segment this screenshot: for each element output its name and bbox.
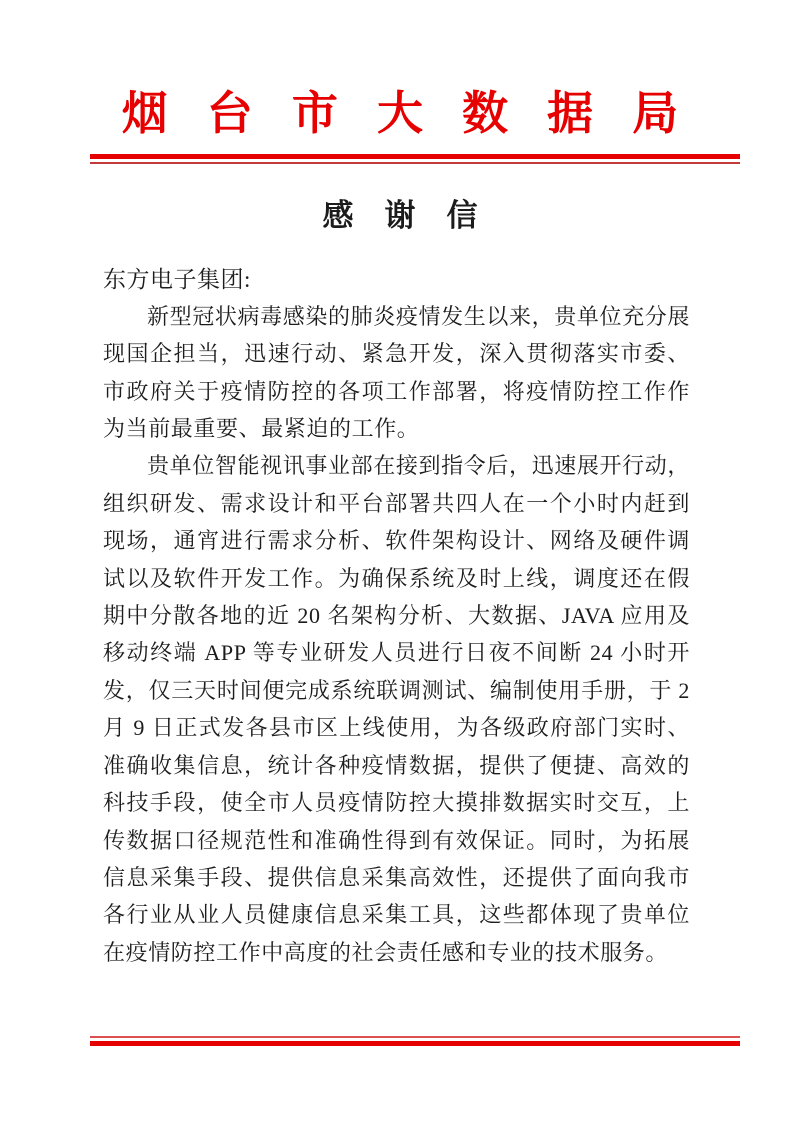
footer-separator-rule [90, 1036, 740, 1046]
letterhead-separator-rule [90, 154, 740, 164]
separator-thin-line [90, 162, 740, 164]
paragraph-1: 新型冠状病毒感染的肺炎疫情发生以来，贵单位充分展现国企担当，迅速行动、紧急开发，深入贯彻落实市委、市政府关于疫情防控的各项工作部署，将疫情防控工作作为当前最重要、最紧迫的工作。 [103, 303, 690, 442]
document-title: 感谢信 [322, 198, 509, 234]
letterhead-title: 烟台市大数据局 [121, 88, 718, 139]
paragraph-2: 贵单位智能视讯事业部在接到指令后，迅速展开行动，组织研发、需求设计和平台部署共四人在一个小时内赶到现场，通宵进行需求分析、软件架构设计、网络及硬件调试以及软件开发工作。为确保系统及时上线，调度还在假期中分散各地的近 20 名架构分析、大数据、JAVA 应用及移动终端 APP 等专业研发人员进行日夜不间断 24 小时开发，仅三天时间便完成系统联调测试、编制使用手册，于 2 月 9 日正式发各县市区上线使用，为各级政府部门实时、准确收集信息，统计各种疫情数据，提供了便捷、高效的科技手段，使全市人员疫情防控大摸排数据实时交互，上传数据口径规范性和准确性得到有效保证。同时，为拓展信息采集手段、提供信息采集高效性，还提供了面向我市各行业从业人员健康信息采集工具，这些都体现了贵单位在疫情防控工作中高度的社会责任感和专业的技术服务。 [103, 453, 690, 965]
letter-body [0, 261, 800, 971]
salutation: 东方电子集团: [103, 266, 251, 292]
footer-thick-line [90, 1041, 740, 1046]
